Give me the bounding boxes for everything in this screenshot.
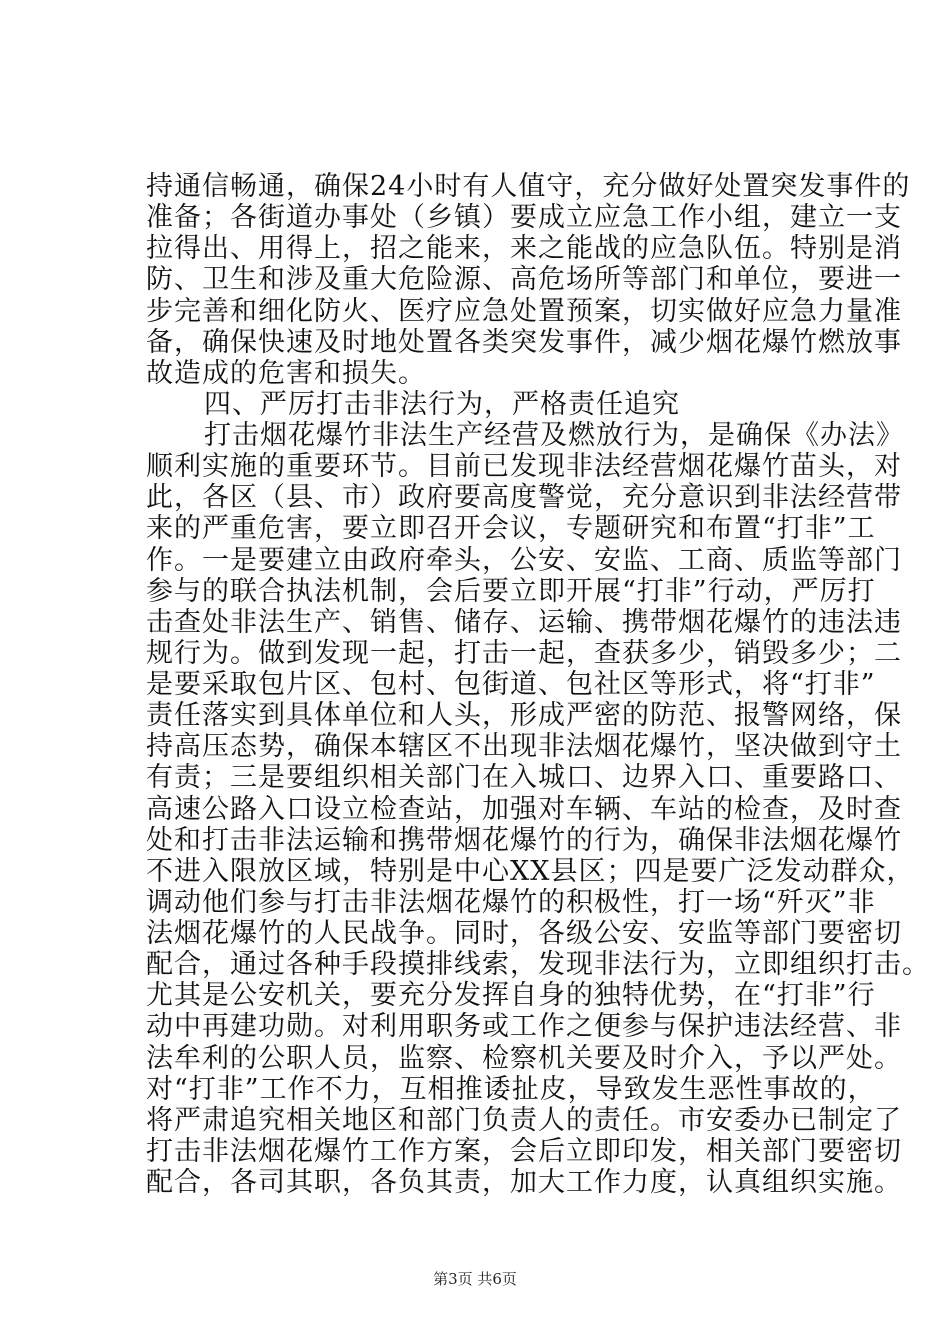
- text-line: 备，确保快速及时地处置各类突发事件，减少烟花爆竹燃放事: [146, 327, 902, 358]
- text-line: 法烟花爆竹的人民战争。同时，各级公安、安监等部门要密切: [146, 918, 902, 949]
- page-number-footer: 第3页 共6页: [433, 1270, 517, 1288]
- text-line: 法牟利的公职人员，监察、检察机关要及时介入，予以严处。: [146, 1043, 902, 1074]
- text-line: 对“打非”工作不力，互相推诿扯皮，导致发生恶性事故的，: [146, 1074, 876, 1105]
- text-line: 不进入限放区域，特别是中心XX县区；四是要广泛发动群众，: [146, 856, 915, 887]
- section-heading: 四、严厉打击非法行为，严格责任追究: [204, 389, 680, 420]
- text-line: 此，各区（县、市）政府要高度警觉，充分意识到非法经营带: [146, 482, 902, 513]
- text-line: 准备；各街道办事处（乡镇）要成立应急工作小组，建立一支: [146, 202, 902, 233]
- text-line: 持通信畅通，确保24小时有人值守，充分做好处置突发事件的: [146, 171, 911, 202]
- text-line: 步完善和细化防火、医疗应急处置预案，切实做好应急力量准: [146, 296, 902, 327]
- text-line: 配合，通过各种手段摸排线索，发现非法行为，立即组织打击。: [146, 949, 930, 980]
- text-line: 防、卫生和涉及重大危险源、高危场所等部门和单位，要进一: [146, 264, 902, 295]
- text-line: 击查处非法生产、销售、储存、运输、携带烟花爆竹的违法违: [146, 607, 902, 638]
- text-line: 顺利实施的重要环节。目前已发现非法经营烟花爆竹苗头，对: [146, 451, 902, 482]
- text-line: 规行为。做到发现一起，打击一起，查获多少，销毁多少；二: [146, 638, 902, 669]
- text-line: 配合，各司其职，各负其责，加大工作力度，认真组织实施。: [146, 1167, 902, 1198]
- text-line: 有责；三是要组织相关部门在入城口、边界入口、重要路口、: [146, 762, 902, 793]
- text-line: 打击非法烟花爆竹工作方案，会后立即印发，相关部门要密切: [146, 1136, 902, 1167]
- text-line: 动中再建功勋。对利用职务或工作之便参与保护违法经营、非: [146, 1011, 902, 1042]
- text-line: 将严肃追究相关地区和部门负责人的责任。市安委办已制定了: [146, 1105, 902, 1136]
- paragraph-start: 打击烟花爆竹非法生产经营及燃放行为，是确保《办法》: [204, 420, 904, 451]
- text-line: 高速公路入口设立检查站，加强对车辆、车站的检查，及时查: [146, 794, 902, 825]
- text-line: 来的严重危害，要立即召开会议，专题研究和布置“打非”工: [146, 513, 876, 544]
- text-line: 处和打击非法运输和携带烟花爆竹的行为，确保非法烟花爆竹: [146, 825, 902, 856]
- text-line: 尤其是公安机关，要充分发挥自身的独特优势，在“打非”行: [146, 980, 876, 1011]
- text-line: 责任落实到具体单位和人头，形成严密的防范、报警网络，保: [146, 700, 902, 731]
- text-line: 参与的联合执法机制，会后要立即开展“打非”行动，严厉打: [146, 576, 876, 607]
- text-line: 是要采取包片区、包村、包街道、包社区等形式，将“打非”: [146, 669, 876, 700]
- text-line: 作。一是要建立由政府牵头，公安、安监、工商、质监等部门: [146, 545, 902, 576]
- text-line: 故造成的危害和损失。: [146, 358, 426, 389]
- text-line: 调动他们参与打击非法烟花爆竹的积极性，打一场“歼灭”非: [146, 887, 876, 918]
- text-line: 持高压态势，确保本辖区不出现非法烟花爆竹，坚决做到守土: [146, 731, 902, 762]
- text-line: 拉得出、用得上，招之能来，来之能战的应急队伍。特别是消: [146, 233, 902, 264]
